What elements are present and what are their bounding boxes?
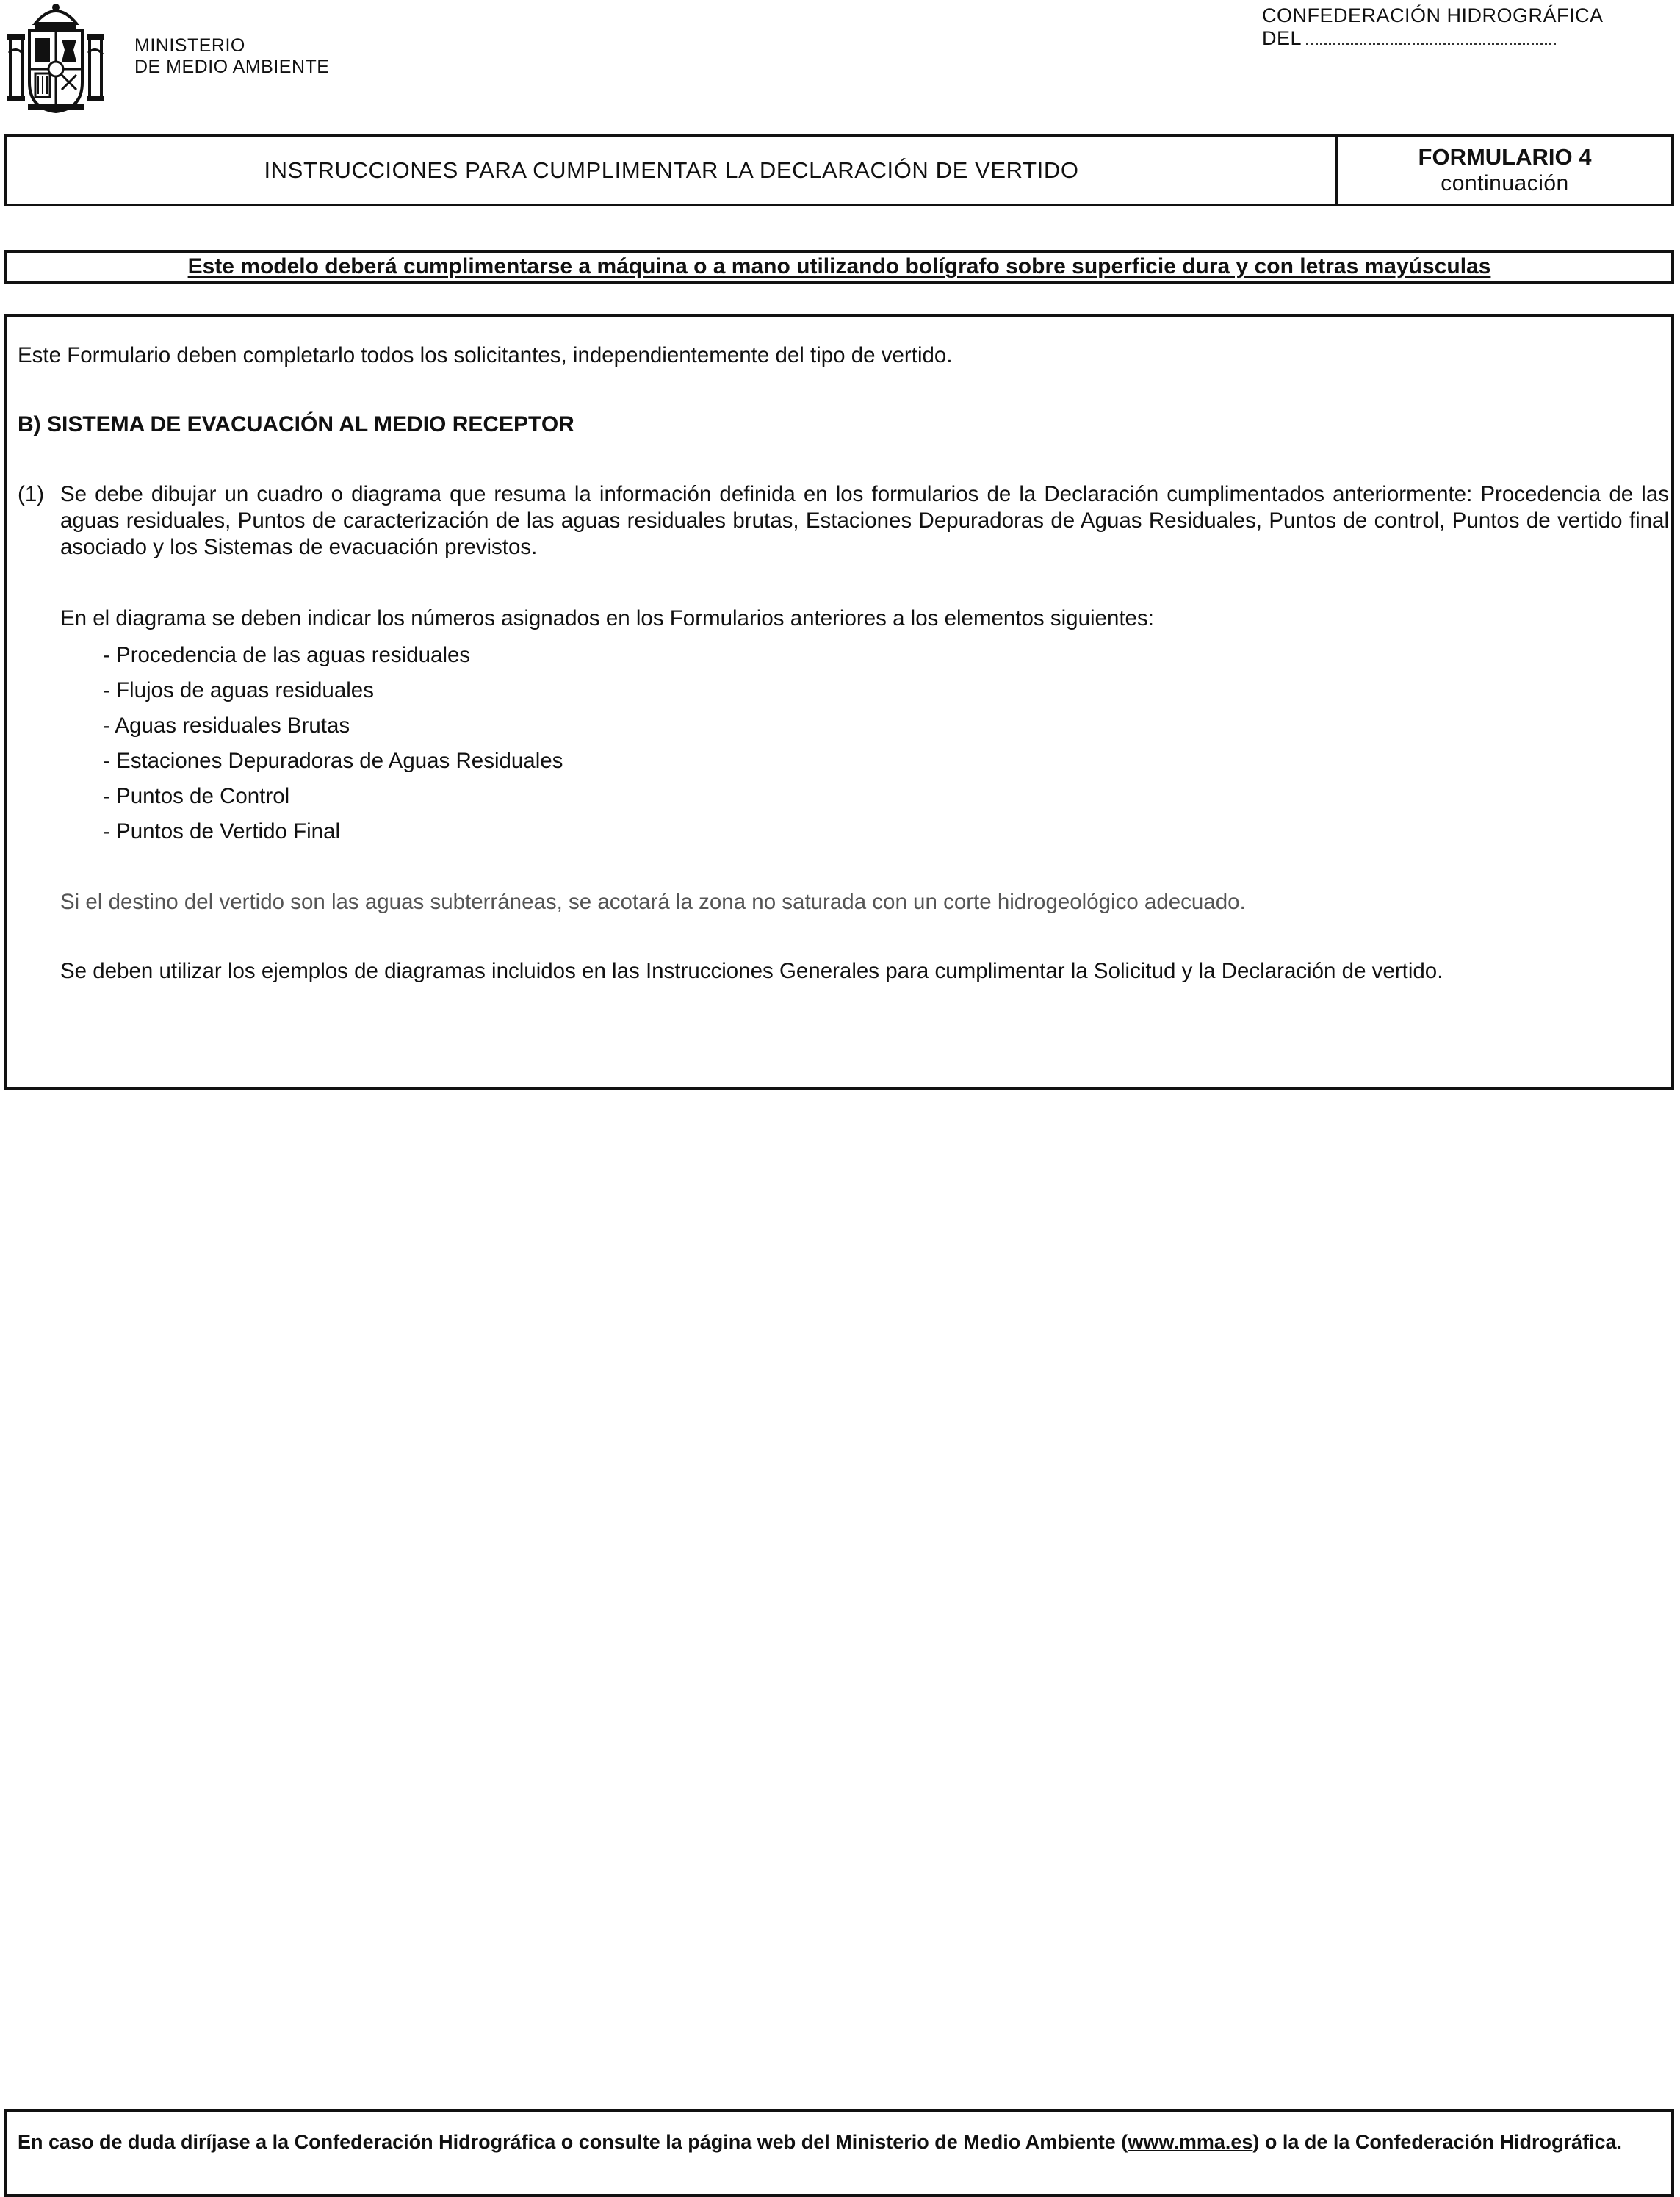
ministry-line-1: MINISTERIO [134,35,245,56]
intro-text: Este Formulario deben completarlo todos los solicitantes, independientemente del tipo de vertido. [18,343,953,367]
list-item: - Flujos de aguas residuales [103,678,374,702]
elements-list [103,638,563,849]
list-item: - Puntos de Control [103,784,290,808]
list-item: - Estaciones Depuradoras de Aguas Residuales [103,749,563,773]
ministry-name [134,35,329,78]
examples-note: Se deben utilizar los ejemplos de diagramas incluidos en las Instrucciones Generales para cumplimentar la Solicitud y la Declaración de vertido. [60,959,1443,983]
title-bar [4,134,1674,206]
ministry-line-2: DE MEDIO AMBIENTE [134,57,330,77]
completion-notice-text: Este modelo deberá cumplimentarse a máquina o a mano utilizando bolígrafo sobre superficie dura y con letras mayúsculas [187,254,1491,278]
list-item: - Procedencia de las aguas residuales [103,643,471,667]
list-item: - Aguas residuales Brutas [103,713,350,738]
website-link[interactable]: www.mma.es [1128,2131,1253,2153]
confederation-line-2 [1262,26,1604,49]
item-text: Se debe dibujar un cuadro o diagrama que resuma la información definida en los formularios de la Declaración cumplimentados anteriormente: Procedencia de las aguas residuales, Puntos de caracterización de las aguas residuales brutas, Estaciones Depuradoras de Aguas Residuales, Puntos de control, Puntos de vertido final asociado y los Sistemas de evacuación previstos. [60,482,1669,559]
help-footer [4,2109,1674,2197]
confederation-name-blank[interactable] [1306,26,1556,45]
document-title: INSTRUCCIONES PARA CUMPLIMENTAR LA DECLARACIÓN DE VERTIDO [7,137,1338,204]
diagram-intro: En el diagrama se deben indicar los números asignados en los Formularios anteriores a los elementos siguientes: [60,606,1154,630]
footer-text-before: En caso de duda diríjase a la Confederación Hidrográfica o consulte la página web del Ministerio de Medio Ambiente ( [18,2131,1128,2153]
confederation-del-label: DEL [1262,27,1302,49]
coat-of-arms-logo [6,1,106,113]
confederation-line-1: CONFEDERACIÓN HIDROGRÁFICA [1262,4,1604,26]
subterranean-note: Si el destino del vertido son las aguas subterráneas, se acotará la zona no saturada con un corte hidrogeológico adecuado. [60,890,1246,914]
section-heading: B) SISTEMA DE EVACUACIÓN AL MEDIO RECEPTOR [18,412,574,436]
form-continuation: continuación [1441,171,1569,195]
form-identifier [1338,137,1671,204]
item-number: (1) [18,482,45,506]
list-item: - Puntos de Vertido Final [103,819,341,844]
instructions-box [4,314,1674,1090]
footer-text-after: ) o la de la Confederación Hidrográfica. [1252,2131,1622,2153]
footer-text [18,2129,1642,2154]
completion-notice [4,250,1674,284]
form-number: FORMULARIO 4 [1418,144,1592,170]
confederation-header [1262,4,1604,49]
